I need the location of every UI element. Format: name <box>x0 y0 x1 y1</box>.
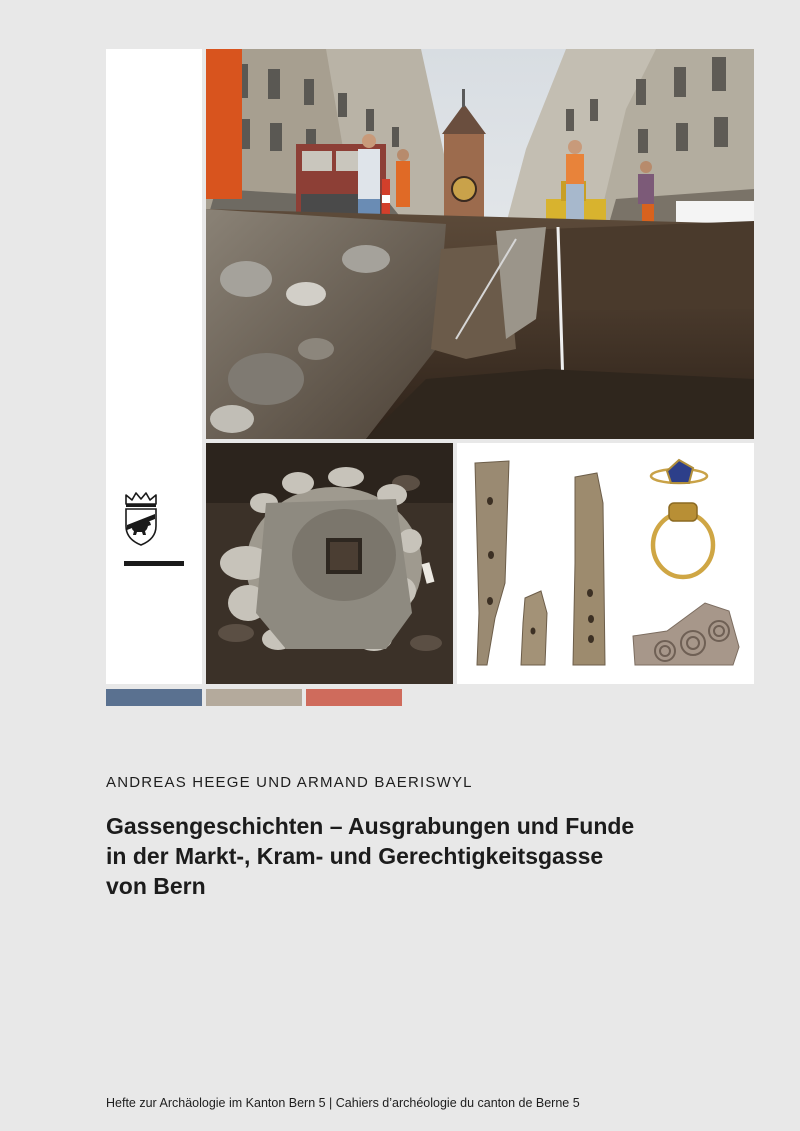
color-bar-red <box>306 689 402 706</box>
bern-coat-of-arms-icon <box>124 492 158 546</box>
artifact-finds-photo <box>457 443 754 684</box>
emblem-underline-bar <box>124 561 184 566</box>
street-excavation-photo <box>206 49 754 439</box>
book-title <box>106 811 766 901</box>
color-bar-blue <box>106 689 202 706</box>
color-bar-taupe <box>206 689 302 706</box>
left-white-panel <box>106 49 202 684</box>
title-line-3: von Bern <box>106 873 206 899</box>
authors: ANDREAS HEEGE UND ARMAND BAERISWYL <box>106 774 473 791</box>
title-line-2: in der Markt-, Kram- und Gerechtigkeitsgasse <box>106 843 604 869</box>
stone-feature-photo <box>206 443 453 684</box>
title-line-1: Gassengeschichten – Ausgrabungen und Funde <box>106 813 635 839</box>
series-line: Hefte zur Archäologie im Kanton Bern 5 | Cahiers d’archéologie du canton de Berne 5 <box>106 1096 580 1110</box>
